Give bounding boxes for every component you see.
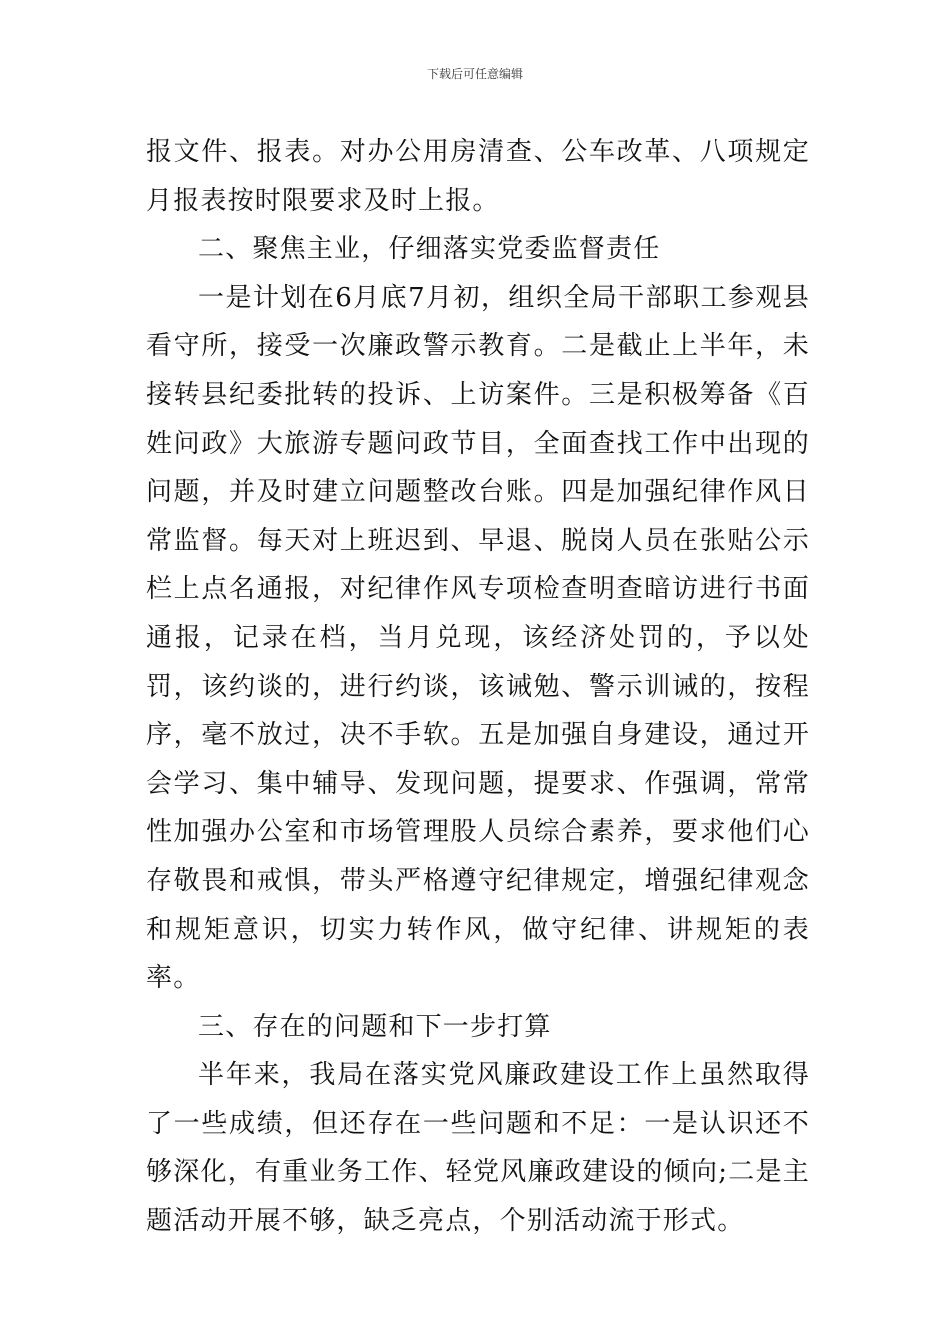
section-heading-three: 三、存在的问题和下一步打算	[198, 1011, 552, 1042]
document-body	[146, 128, 810, 1246]
paragraph-supervision-details: 一是计划在6月底7月初，组织全局干部职工参观县看守所，接受一次廉政警示教育。二是截止上半年，未接转县纪委批转的投诉、上访案件。三是积极筹备《百姓问政》大旅游专题问政节目，全面查找工作中出现的问题，并及时建立问题整改台账。四是加强纪律作风日常监督。每天对上班迟到、早退、脱岗人员在张贴公示栏上点名通报，对纪律作风专项检查明查暗访进行书面通报，记录在档，当月兑现，该经济处罚的，予以处罚，该约谈的，进行约谈，该诫勉、警示训诫的，按程序，毫不放过，决不手软。五是加强自身建设，通过开会学习、集中辅导、发现问题，提要求、作强调，常常性加强办公室和市场管理股人员综合素养，要求他们心存敬畏和戒惧，带头严格遵守纪律规定，增强纪律观念和规矩意识，切实力转作风，做守纪律、讲规矩的表率。	[146, 282, 810, 994]
section-heading-two: 二、聚焦主业，仔细落实党委监督责任	[198, 234, 661, 265]
paragraph-problems: 半年来，我局在落实党风廉政建设工作上虽然取得了一些成绩，但还存在一些问题和不足：一是认识还不够深化，有重业务工作、轻党风廉政建设的倾向;二是主题活动开展不够，缺乏亮点，个别活动流于形式。	[146, 1060, 810, 1237]
page-header: 下载后可任意编辑	[426, 67, 523, 81]
paragraph-report-continuation: 报文件、报表。对办公用房清查、公车改革、八项规定月报表按时限要求及时上报。	[146, 137, 810, 216]
